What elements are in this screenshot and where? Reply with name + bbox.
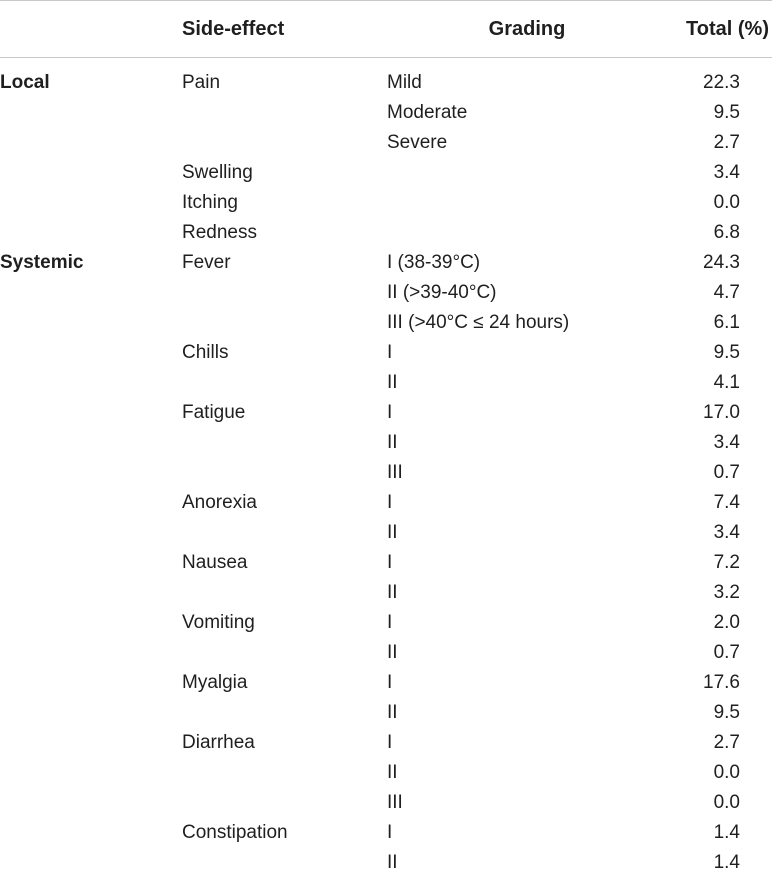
- grading-cell: I: [387, 668, 667, 698]
- grading-cell: I: [387, 818, 667, 848]
- side-effect-cell: Pain: [182, 58, 387, 99]
- grading-cell: I: [387, 398, 667, 428]
- category-cell: [0, 578, 182, 608]
- table-row: [0, 158, 772, 188]
- grading-cell: II: [387, 698, 667, 728]
- side-effect-cell: Diarrhea: [182, 728, 387, 758]
- total-cell: 0.0: [667, 188, 772, 218]
- table-row: [0, 458, 772, 488]
- total-cell: 0.0: [667, 758, 772, 788]
- side-effect-cell: [182, 518, 387, 548]
- total-cell: 4.1: [667, 368, 772, 398]
- grading-cell: II: [387, 638, 667, 668]
- category-cell: Local: [0, 58, 182, 99]
- category-cell: [0, 818, 182, 848]
- side-effect-cell: Fatigue: [182, 398, 387, 428]
- header-total: Total (%): [667, 1, 772, 58]
- side-effect-cell: [182, 308, 387, 338]
- grading-cell: III (>40°C ≤ 24 hours): [387, 308, 667, 338]
- category-cell: [0, 488, 182, 518]
- total-cell: 7.2: [667, 548, 772, 578]
- side-effect-cell: [182, 458, 387, 488]
- table-body: [0, 58, 772, 878]
- table-row: [0, 518, 772, 548]
- table-row: [0, 278, 772, 308]
- grading-cell: Mild: [387, 58, 667, 99]
- table-row: [0, 578, 772, 608]
- category-cell: [0, 548, 182, 578]
- table-row: [0, 248, 772, 278]
- category-cell: [0, 218, 182, 248]
- table-row: [0, 398, 772, 428]
- side-effect-cell: [182, 128, 387, 158]
- category-cell: [0, 278, 182, 308]
- table-row: [0, 308, 772, 338]
- side-effect-cell: Swelling: [182, 158, 387, 188]
- header-side-effect: Side-effect: [182, 1, 387, 58]
- category-cell: [0, 188, 182, 218]
- total-cell: 24.3: [667, 248, 772, 278]
- grading-cell: [387, 158, 667, 188]
- side-effect-cell: Chills: [182, 338, 387, 368]
- category-cell: [0, 458, 182, 488]
- side-effect-cell: [182, 638, 387, 668]
- grading-cell: II: [387, 518, 667, 548]
- grading-cell: II: [387, 848, 667, 878]
- table-row: [0, 368, 772, 398]
- table-row: [0, 548, 772, 578]
- grading-cell: [387, 188, 667, 218]
- category-cell: [0, 758, 182, 788]
- total-cell: 3.4: [667, 518, 772, 548]
- side-effect-cell: Itching: [182, 188, 387, 218]
- table-row: [0, 698, 772, 728]
- grading-cell: Severe: [387, 128, 667, 158]
- category-cell: [0, 158, 182, 188]
- grading-cell: III: [387, 458, 667, 488]
- category-cell: [0, 308, 182, 338]
- table-row: [0, 58, 772, 99]
- grading-cell: II: [387, 758, 667, 788]
- grading-cell: II: [387, 578, 667, 608]
- side-effect-cell: Vomiting: [182, 608, 387, 638]
- category-cell: Systemic: [0, 248, 182, 278]
- category-cell: [0, 728, 182, 758]
- grading-cell: Moderate: [387, 98, 667, 128]
- table-row: [0, 218, 772, 248]
- table-row: [0, 728, 772, 758]
- grading-cell: I: [387, 728, 667, 758]
- header-grading: Grading: [387, 1, 667, 58]
- side-effect-cell: [182, 578, 387, 608]
- side-effect-cell: Nausea: [182, 548, 387, 578]
- total-cell: 6.8: [667, 218, 772, 248]
- category-cell: [0, 398, 182, 428]
- grading-cell: II: [387, 428, 667, 458]
- table-row: [0, 818, 772, 848]
- grading-cell: III: [387, 788, 667, 818]
- side-effect-cell: [182, 98, 387, 128]
- side-effect-cell: [182, 278, 387, 308]
- side-effect-cell: Anorexia: [182, 488, 387, 518]
- side-effect-cell: [182, 788, 387, 818]
- grading-cell: II: [387, 368, 667, 398]
- total-cell: 2.0: [667, 608, 772, 638]
- table-header-row: [0, 1, 772, 58]
- total-cell: 2.7: [667, 128, 772, 158]
- total-cell: 0.7: [667, 638, 772, 668]
- category-cell: [0, 638, 182, 668]
- grading-cell: I (38-39°C): [387, 248, 667, 278]
- table-row: [0, 638, 772, 668]
- grading-cell: I: [387, 488, 667, 518]
- total-cell: 6.1: [667, 308, 772, 338]
- table-row: [0, 188, 772, 218]
- side-effect-cell: [182, 758, 387, 788]
- category-cell: [0, 788, 182, 818]
- total-cell: 22.3: [667, 58, 772, 99]
- category-cell: [0, 518, 182, 548]
- total-cell: 3.2: [667, 578, 772, 608]
- table-row: [0, 128, 772, 158]
- total-cell: 7.4: [667, 488, 772, 518]
- table-row: [0, 668, 772, 698]
- total-cell: 4.7: [667, 278, 772, 308]
- table-row: [0, 338, 772, 368]
- total-cell: 1.4: [667, 818, 772, 848]
- table-row: [0, 428, 772, 458]
- table-row: [0, 758, 772, 788]
- table-row: [0, 98, 772, 128]
- table-row: [0, 608, 772, 638]
- category-cell: [0, 668, 182, 698]
- side-effect-cell: [182, 428, 387, 458]
- total-cell: 3.4: [667, 428, 772, 458]
- side-effect-cell: Fever: [182, 248, 387, 278]
- category-cell: [0, 428, 182, 458]
- total-cell: 9.5: [667, 338, 772, 368]
- side-effect-cell: Myalgia: [182, 668, 387, 698]
- category-cell: [0, 608, 182, 638]
- total-cell: 17.0: [667, 398, 772, 428]
- grading-cell: I: [387, 548, 667, 578]
- side-effect-cell: Constipation: [182, 818, 387, 848]
- total-cell: 0.7: [667, 458, 772, 488]
- category-cell: [0, 368, 182, 398]
- total-cell: 9.5: [667, 698, 772, 728]
- total-cell: 17.6: [667, 668, 772, 698]
- table-row: [0, 788, 772, 818]
- total-cell: 3.4: [667, 158, 772, 188]
- category-cell: [0, 98, 182, 128]
- category-cell: [0, 698, 182, 728]
- total-cell: 0.0: [667, 788, 772, 818]
- grading-cell: I: [387, 608, 667, 638]
- grading-cell: II (>39-40°C): [387, 278, 667, 308]
- side-effect-cell: [182, 698, 387, 728]
- grading-cell: I: [387, 338, 667, 368]
- category-cell: [0, 338, 182, 368]
- table-row: [0, 488, 772, 518]
- total-cell: 1.4: [667, 848, 772, 878]
- total-cell: 9.5: [667, 98, 772, 128]
- side-effect-cell: Redness: [182, 218, 387, 248]
- category-cell: [0, 128, 182, 158]
- grading-cell: [387, 218, 667, 248]
- header-category: [0, 1, 182, 58]
- total-cell: 2.7: [667, 728, 772, 758]
- side-effect-cell: [182, 368, 387, 398]
